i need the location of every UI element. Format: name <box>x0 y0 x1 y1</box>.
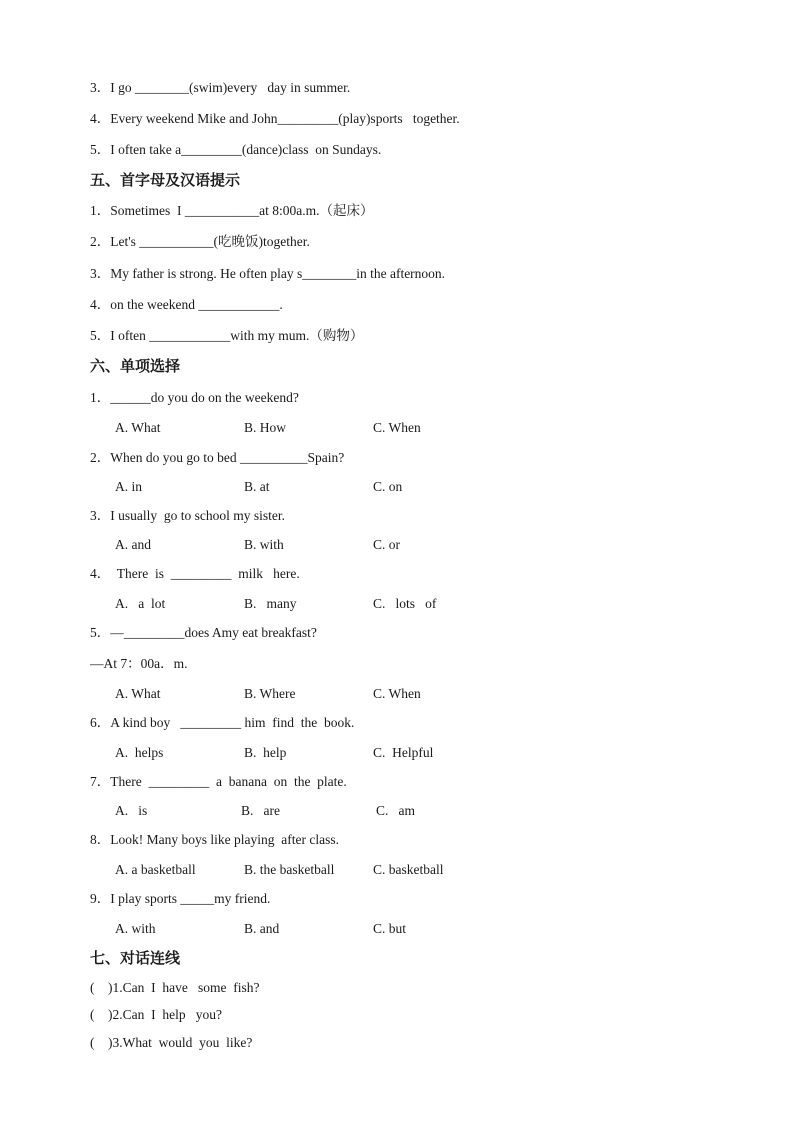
s6-q2-option-b: B. at <box>244 479 270 494</box>
s6-q9-option-a: A. with <box>115 921 156 936</box>
s6-q1-option-a: A. What <box>115 420 161 435</box>
s6-q6-option-a: A. helps <box>115 745 164 760</box>
section-5-heading: 五、首字母及汉语提示 <box>90 171 241 189</box>
s5-question-2: 2．Let's ___________(吃晚饭)together. <box>90 234 310 249</box>
s6-q9-option-b: B. and <box>244 921 280 936</box>
s5-question-5: 5．I often ____________with my mum.（购物） <box>90 328 364 343</box>
s4-question-3: 3．I go ________(swim)every day in summer. <box>90 80 351 95</box>
s6-q7-option-a: A. is <box>115 803 148 818</box>
s6-q8-option-c: C. basketball <box>373 862 444 877</box>
s6-q5-option-b: B. Where <box>244 686 296 701</box>
s6-q4-option-a: A. a lot <box>115 596 166 611</box>
s6-q9-stem: 9．I play sports _____my friend. <box>90 891 271 906</box>
s6-q6-option-b: B. help <box>244 745 287 760</box>
s5-question-4: 4．on the weekend ____________. <box>90 297 283 312</box>
s4-question-4: 4．Every weekend Mike and John_________(play)sports together. <box>90 111 460 126</box>
s4-question-5: 5．I often take a_________(dance)class on Sundays. <box>90 142 382 157</box>
s6-q2-option-c: C. on <box>373 479 403 494</box>
s6-q9-option-c: C. but <box>373 921 407 936</box>
section-6-heading: 六、单项选择 <box>90 357 181 375</box>
s6-q2-option-a: A. in <box>115 479 142 494</box>
s6-q5-option-c: C. When <box>373 686 421 701</box>
s6-q3-option-b: B. with <box>244 537 284 552</box>
s6-q6-option-c: C. Helpful <box>373 745 434 760</box>
s6-q6-stem: 6．A kind boy _________ him find the book. <box>90 715 355 730</box>
s6-q7-stem: 7．There _________ a banana on the plate. <box>90 774 347 789</box>
s6-q4-stem: 4． There is _________ milk here. <box>90 566 300 581</box>
s6-q5-option-a: A. What <box>115 686 161 701</box>
s6-q1-stem: 1．______do you do on the weekend? <box>90 390 299 405</box>
s7-item-3: ( )3.What would you like? <box>90 1035 253 1050</box>
s6-q3-option-c: C. or <box>373 537 400 552</box>
s6-q1-option-b: B. How <box>244 420 287 435</box>
s5-question-3: 3．My father is strong. He often play s________in the afternoon. <box>90 266 446 281</box>
s6-q3-stem: 3．I usually go to school my sister. <box>90 508 285 523</box>
section-7-heading: 七、对话连线 <box>90 949 181 967</box>
s6-q7-option-c: C. am <box>376 803 415 818</box>
s6-q7-option-b: B. are <box>241 803 280 818</box>
s6-q5-answer-line: —At 7：00a．m. <box>90 656 188 671</box>
s6-q3-option-a: A. and <box>115 537 151 552</box>
s6-q1-option-c: C. When <box>373 420 421 435</box>
s6-q8-stem: 8．Look! Many boys like playing after class. <box>90 832 339 847</box>
s6-q4-option-b: B. many <box>244 596 297 611</box>
s6-q2-stem: 2．When do you go to bed __________Spain? <box>90 450 345 465</box>
s7-item-2: ( )2.Can I help you? <box>90 1007 222 1022</box>
s6-q8-option-a: A. a basketball <box>115 862 196 877</box>
s6-q8-option-b: B. the basketball <box>244 862 335 877</box>
s6-q5-stem: 5．—_________does Amy eat breakfast? <box>90 625 317 640</box>
s6-q4-option-c: C. lots of <box>373 596 437 611</box>
s7-item-1: ( )1.Can I have some fish? <box>90 980 260 995</box>
s5-question-1: 1．Sometimes I ___________at 8:00a.m.（起床） <box>90 203 374 218</box>
